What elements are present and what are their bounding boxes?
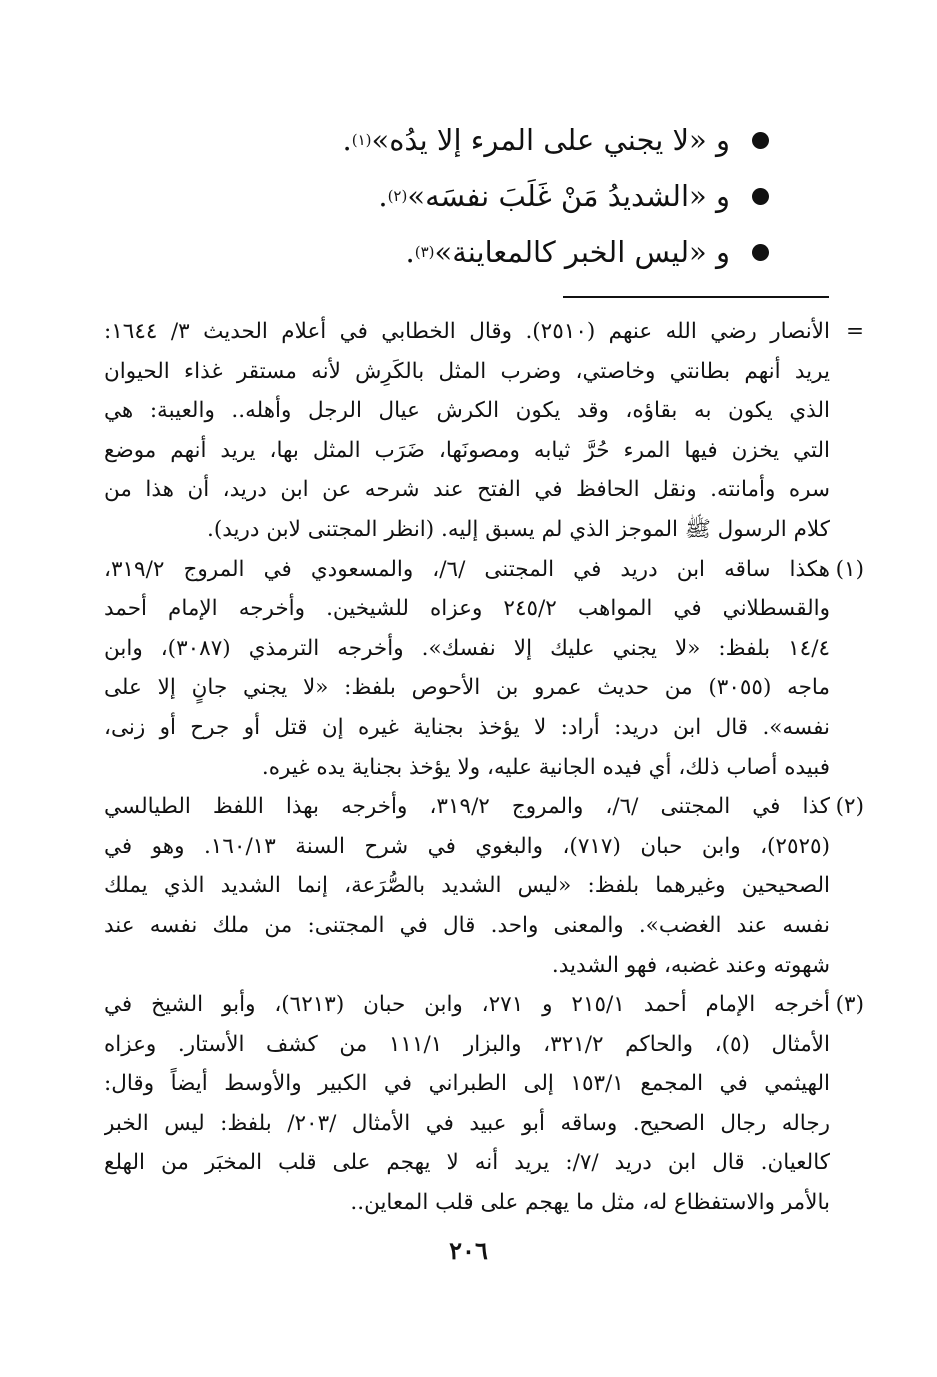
footnote-marker: = bbox=[845, 319, 864, 344]
footnote-line: كذا في المجتنى /٦/، والمروج ٣١٩/٢، وأخرجه بهذا اللفظ الطيالسي bbox=[104, 794, 830, 820]
footnote-separator bbox=[563, 296, 829, 298]
footnote-line: فبيده أصاب ذلك، أي فيده الجانية عليه، ولا يؤخذ بجناية يده غيره. bbox=[261, 754, 830, 780]
bullet-text: و «ليس الخبر كالمعاينة» bbox=[434, 235, 730, 269]
footnote-1 bbox=[104, 550, 864, 788]
footnote-line: نفسه». قال ابن دريد: أراد: لا يؤخذ بجناية غيره إن قتل أو جرح أو زنى، bbox=[104, 714, 830, 740]
footnote-line: الذي يكون به بقاؤه، وقد يكون الكرش عيال الرجل وأهله.. والعيبة: هي bbox=[104, 398, 830, 424]
footnote-line: رجاله رجال الصحيح. وساقه أبو عبيد في الأمثال /٢٠٣/ بلفظ: ليس الخبر bbox=[104, 1110, 830, 1136]
footnote-line: أخرجه الإمام أحمد ٢١٥/١ و ٢٧١، وابن حبان (٦٢١٣)، وأبو الشيخ في bbox=[104, 992, 830, 1018]
bullet-line-3: و «ليس الخبر كالمعاينة» (٣) . bbox=[209, 224, 769, 280]
footnotes bbox=[104, 312, 864, 1223]
footnote-line: الأمثال (٥)، والحاكم ٣٢١/٢، والبزار ١١١/١ من كشف الأستار. وعزاه bbox=[104, 1031, 830, 1057]
bullet-text: و «لا يجني على المرء إلا يدُه» bbox=[371, 123, 730, 157]
footnote-line: بالأمر والاستفظاع له، مثل ما يهجم على قلب المعاين.. bbox=[350, 1190, 830, 1216]
footnote-marker: (٢) bbox=[835, 794, 864, 820]
footnote-line: (٢٥٢٥)، وابن حبان (٧١٧)، والبغوي في شرح السنة ١٦٠/١٣. وهو في bbox=[104, 833, 830, 859]
footnote-line: سره وأمانته. ونقل الحافظ في الفتح عند شرحه عن ابن دريد، أن هذا من bbox=[104, 477, 830, 503]
bullet-dot-icon bbox=[752, 188, 769, 205]
footnote-line: شهوته وعند غضبه، فهو الشديد. bbox=[551, 952, 830, 978]
footnote-line: هكذا ساقه ابن دريد في المجتنى /٦/، والمسعودي في المروج ٣١٩/٢، bbox=[104, 556, 830, 582]
footnote-line: نفسه عند الغضب». والمعنى واحد. قال في المجتنى: من ملك نفسه عند bbox=[104, 912, 830, 938]
bullet-line-2: و «الشديدُ مَنْ غَلَبَ نفسَه» (٢) . bbox=[209, 168, 769, 224]
footnote-line: كلام الرسول ﷺ الموجز الذي لم يسبق إليه. (انظر المجتنى لابن دريد). bbox=[207, 516, 830, 542]
footnote-line: التي يخزن فيها المرء حُرَّ ثيابه ومصونَها، ضَرَب المثل بها، يريد أنهم موضع bbox=[104, 437, 830, 463]
bullet-line-1: و «لا يجني على المرء إلا يدُه» (١) . bbox=[209, 112, 769, 168]
footnote-line: يريد أنهم بطانتي وخاصتي، وضرب المثل بالكَرِش لأنه مستقر غذاء الحيوان bbox=[104, 358, 830, 384]
footnote-line: الهيثمي في المجمع ١٥٣/١ إلى الطبراني في الكبير والأوسط أيضاً وقال: bbox=[104, 1071, 830, 1097]
bullet-dot-icon bbox=[752, 244, 769, 261]
footnote-3 bbox=[104, 985, 864, 1223]
footnote-2 bbox=[104, 787, 864, 985]
bullet-text: و «الشديدُ مَنْ غَلَبَ نفسَه» bbox=[407, 179, 730, 213]
footnote-marker: (٣) bbox=[835, 992, 864, 1018]
bullet-end: . bbox=[342, 123, 352, 157]
footnote-line: ماجه (٣٠٥٥) من حديث عمرو بن الأحوص بلفظ: «لا يجني جانٍ إلا على bbox=[104, 675, 830, 701]
footnote-continued bbox=[104, 312, 864, 550]
page-number: ٢٠٦ bbox=[449, 1236, 488, 1265]
bullet-end: . bbox=[405, 235, 415, 269]
footnote-line: ١٤/٤ بلفظ: «لا يجني عليك إلا نفسك». وأخرجه الترمذي (٣٠٨٧)، وابن bbox=[104, 635, 830, 661]
footnote-line: الأنصار رضي الله عنهم (٢٥١٠). وقال الخطابي في أعلام الحديث ٣/ ١٦٤٤: bbox=[104, 319, 830, 344]
footnote-line: الصحيحين وغيرهما بلفظ: «ليس الشديد بالصُّرَعة، إنما الشديد الذي يملك bbox=[104, 873, 830, 899]
main-text bbox=[209, 112, 769, 280]
bullet-end: . bbox=[378, 179, 388, 213]
bullet-dot-icon bbox=[752, 132, 769, 149]
footnote-line: كالعيان. قال ابن دريد /٧/: يريد أنه لا يهجم على قلب المخبَر من الهلع bbox=[104, 1150, 830, 1176]
footnote-marker: (١) bbox=[835, 556, 864, 582]
footnote-line: والقسطلاني في المواهب ٢٤٥/٢ وعزاه للشيخين. وأخرجه الإمام أحمد bbox=[104, 596, 830, 622]
